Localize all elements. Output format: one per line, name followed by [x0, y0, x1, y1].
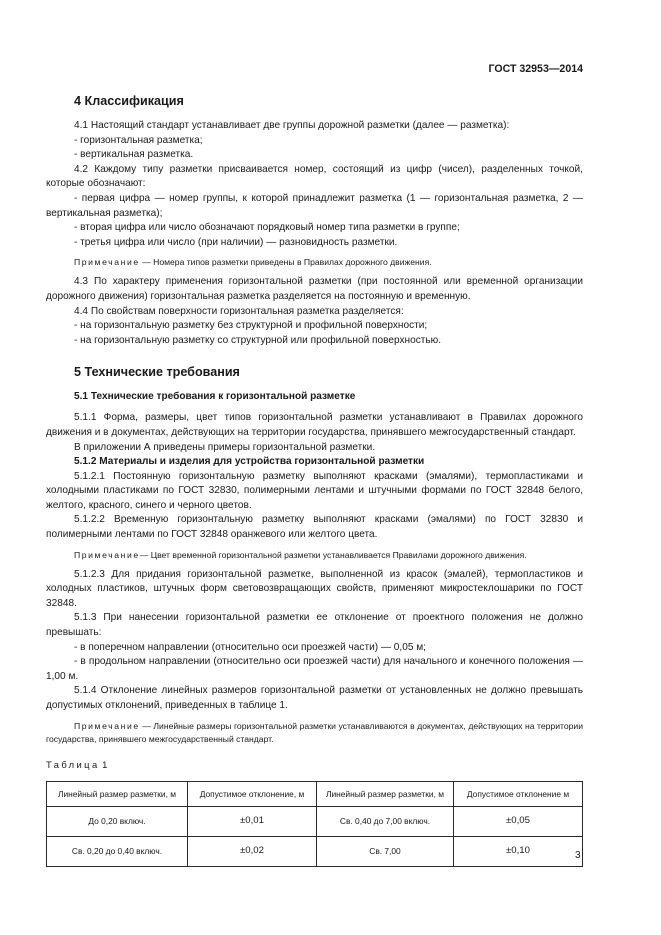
subsection-5-1-2-title: 5.1.2 Материалы и изделия для устройства горизонтальной разметки	[74, 456, 425, 468]
paragraph-5-1-1-b: В приложении А приведены примеры горизонтальной разметки.	[74, 441, 376, 453]
list-item: - горизонтальная разметка;	[74, 134, 203, 146]
column-header: Линейный размер разметки, м	[47, 782, 188, 807]
table-header-row	[47, 782, 583, 807]
note-text: — Номера типов разметки приведены в Правилах дорожного движения.	[139, 257, 432, 268]
list-item: - на горизонтальную разметку со структурной или профильной поверхностью.	[74, 334, 442, 346]
column-header: Линейный размер разметки, м	[317, 782, 454, 807]
note-text: — Цвет временной горизонтальной разметки устанавливается Правилами дорожного движения.	[139, 549, 527, 560]
note-4-2	[46, 256, 583, 269]
note-5-1-4	[46, 720, 583, 746]
table-cell: ±0,10	[454, 837, 583, 867]
table-cell: ±0,01	[188, 807, 317, 837]
paragraph-4-2: 4.2 Каждому типу разметки присваивается номер, состоящий из цифр (чисел), разделенных точкой, которые обозначают:	[46, 163, 583, 190]
table-cell: ±0,05	[454, 807, 583, 837]
table-cell: Св. 0,40 до 7,00 включ.	[317, 807, 454, 837]
paragraph-4-4: 4.4 По свойствам поверхности горизонтальная разметка разделяется:	[74, 305, 404, 317]
table-cell: До 0,20 включ.	[47, 807, 188, 837]
note-text: — Линейные размеры горизонтальной разметки устанавливаются в документах, действующих на территории государства, принявшего межгосударственный стандарт.	[46, 720, 583, 744]
paragraph-5-1-4: 5.1.4 Отклонение линейных размеров горизонтальной разметки от установленных не должно превышать допустимых отклонений, приведенных в таблице 1.	[46, 685, 583, 711]
section-5-title: 5 Технические требования	[74, 365, 240, 380]
paragraph-4-3: 4.3 По характеру применения горизонтальной разметки (при постоянной или временной организации дорожного движения) горизонтальная разметка разделяется на постоянную и временную.	[46, 276, 583, 302]
table-cell: ±0,02	[188, 837, 317, 867]
list-item: - вторая цифра или число обозначают порядковый номер типа разметки в группе;	[74, 222, 460, 234]
list-item: - вертикальная разметка.	[74, 149, 194, 161]
subsection-5-1-title: 5.1 Технические требования к горизонтальной разметке	[74, 391, 356, 403]
column-header: Допустимое отклонение м	[454, 782, 583, 807]
note-label: Примечание	[74, 720, 140, 731]
gost-header: ГОСТ 32953—2014	[488, 63, 583, 75]
note-5-1-2-2	[46, 549, 583, 562]
paragraph-4-1: 4.1 Настоящий стандарт устанавливает две группы дорожной разметки (далее — разметка):	[74, 120, 510, 131]
table-cell: Св. 7,00	[317, 837, 454, 867]
page-number: 3	[575, 850, 581, 861]
section-4-title: 4 Классификация	[74, 94, 184, 108]
table-caption-number: 1	[102, 758, 108, 770]
list-item: - третья цифра или число (при наличии) — разновидность разметки.	[74, 236, 398, 248]
table-cell: Св. 0,20 до 0,40 включ.	[47, 837, 188, 867]
note-label: Примечание	[74, 257, 140, 268]
note-label: Примечание	[74, 549, 140, 560]
paragraph-5-1-2-2: 5.1.2.2 Временную горизонтальную разметку выполняют красками (эмалями) по ГОСТ 32830 и полимерными лентами по ГОСТ 32848 оранжевого или желтого цвета.	[46, 514, 583, 541]
list-item: - первая цифра — номер группы, к которой принадлежит разметка (1 — горизонтальная разметка, 2 — вертикальная разметка);	[46, 192, 583, 219]
paragraph-5-1-1: 5.1.1 Форма, размеры, цвет типов горизонтальной разметки устанавливают в Правилах дорожного движения и в документах, действующих на территории государства, принявшего межгосударственный стандарт.	[46, 412, 583, 438]
list-item: - в продольном направлении (относительно оси проезжей части) для начального и конечного положения — 1,00 м.	[46, 656, 583, 682]
column-header: Допустимое отклонение, м	[188, 782, 317, 807]
tolerance-table	[46, 781, 583, 867]
paragraph-5-1-2-3: 5.1.2.3 Для придания горизонтальной разметке, выполненной из красок (эмалей), термопластиков и холодных пластиков, штучных форм световозвращающих свойств, применяют микростеклошарики по ГОСТ 32848.	[46, 568, 583, 609]
table-row	[47, 807, 583, 837]
list-item: - в поперечном направлении (относительно оси проезжей части) — 0,05 м;	[74, 641, 426, 653]
table-caption	[46, 758, 583, 773]
table-row	[47, 837, 583, 867]
table-caption-label: Таблица	[46, 758, 100, 770]
paragraph-5-1-3: 5.1.3 При нанесении горизонтальной разметки ее отклонение от проектного положения не должно превышать:	[46, 612, 583, 639]
paragraph-5-1-2-1: 5.1.2.1 Постоянную горизонтальную разметку выполняют красками (эмалями), термопластиками и холодными пластиками по ГОСТ 32830, полимерными лентами и штучными формами по ГОСТ 32848 белого, желтого, красного, синего и черного цветов.	[46, 470, 583, 511]
list-item: - на горизонтальную разметку без структурной и профильной поверхности;	[74, 320, 428, 332]
